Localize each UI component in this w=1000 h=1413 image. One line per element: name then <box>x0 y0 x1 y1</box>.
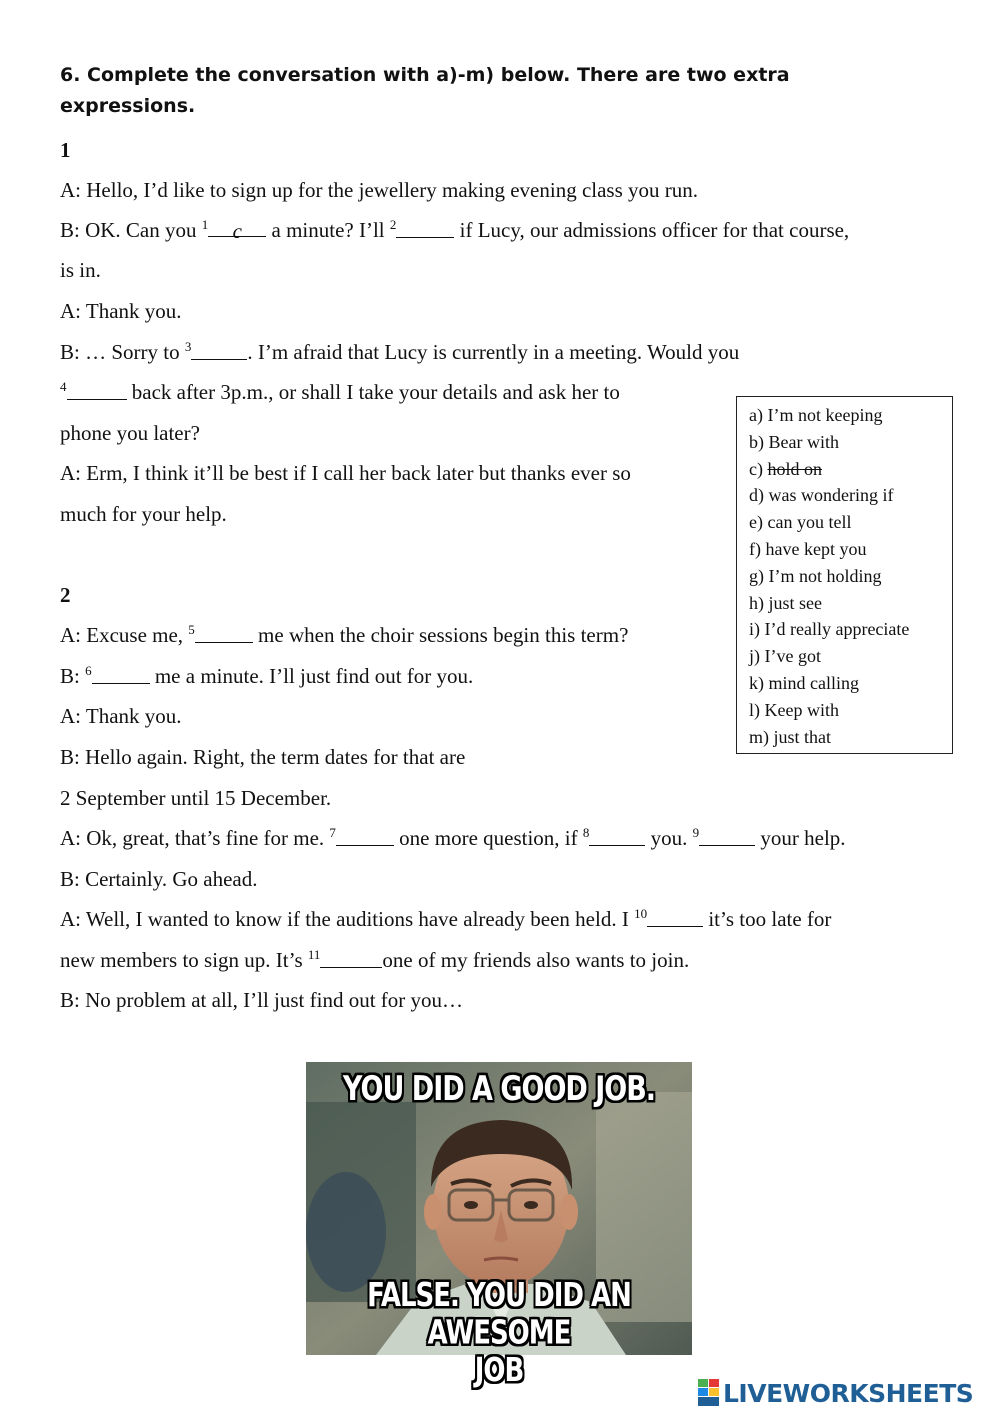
conv2-text: one of my friends also wants to join. <box>382 948 690 972</box>
answer-blank-6[interactable] <box>92 665 150 684</box>
conv1-line: phone you later? <box>60 421 200 445</box>
meme-top-caption: YOU DID A GOOD JOB. <box>342 1070 656 1109</box>
answer-blank-11[interactable] <box>320 949 382 968</box>
answer-blank-5[interactable] <box>195 624 253 643</box>
conv1-text: a minute? I’ll <box>266 218 390 242</box>
answer-blank-10[interactable] <box>647 908 703 927</box>
conv2-text: A: Ok, great, that’s fine for me. <box>60 826 330 850</box>
conv1-text: B: … Sorry to <box>60 340 185 364</box>
conv2-text: A: Well, I wanted to know if the auditions have already been held. I <box>60 907 635 931</box>
gap-number-8: 8 <box>582 825 590 840</box>
gap-number-2: 2 <box>389 217 397 232</box>
conv1-text: if Lucy, our admissions officer for that course, <box>454 218 850 242</box>
answer-blank-4[interactable] <box>67 381 127 400</box>
conv2-line: B: Hello again. Right, the term dates for that are <box>60 745 466 769</box>
conv2-line: A: Thank you. <box>60 704 182 728</box>
expression-options-box <box>736 396 953 754</box>
answer-blank-2[interactable] <box>396 219 454 238</box>
option-f: f) have kept you <box>749 538 867 559</box>
gap-number-10: 10 <box>634 906 648 921</box>
logo-badge-icon <box>698 1379 720 1407</box>
gap-number-5: 5 <box>188 622 195 637</box>
option-g: g) I’m not holding <box>749 565 882 586</box>
option-b: b) Bear with <box>749 431 839 452</box>
option-c-crossed-out: hold on <box>767 458 822 479</box>
answer-blank-8[interactable] <box>589 827 645 846</box>
conv2-text: your help. <box>755 826 846 850</box>
gap-number-9: 9 <box>692 825 700 840</box>
conv1-text: . I’m afraid that Lucy is currently in a meeting. Would you <box>247 340 740 364</box>
gap-number-1: 1 <box>201 217 209 232</box>
conv1-line: A: Erm, I think it’ll be best if I call her back later but thanks ever so <box>60 461 631 485</box>
conv2-line: B: Certainly. Go ahead. <box>60 867 258 891</box>
conv2-text: B: <box>60 664 86 688</box>
meme-bottom-caption-line: FALSE. YOU DID AN AWESOME <box>367 1277 631 1352</box>
conv2-line <box>60 663 473 689</box>
conv1-line <box>60 217 849 243</box>
conv1-line: is in. <box>60 258 101 282</box>
liveworksheets-logo[interactable] <box>698 1376 973 1410</box>
conv2-text: new members to sign up. It’s <box>60 948 308 972</box>
option-m: m) just that <box>749 726 831 747</box>
option-j: j) I’ve got <box>749 646 821 667</box>
conv1-line: much for your help. <box>60 502 227 526</box>
option-d: d) was wondering if <box>749 485 894 506</box>
conv2-text: A: Excuse me, <box>60 623 189 647</box>
gap-number-6: 6 <box>85 663 92 678</box>
option-a: a) I’m not keeping <box>749 405 883 425</box>
gap-number-4: 4 <box>60 379 67 394</box>
meme-image <box>306 1062 692 1390</box>
option-k: k) mind calling <box>749 672 859 693</box>
conv1-text: back after 3p.m., or shall I take your details and ask her to <box>126 380 620 404</box>
option-i: i) I’d really appreciate <box>749 619 910 640</box>
conv2-line: B: No problem at all, I’ll just find out for you… <box>60 988 464 1012</box>
conv2-text: me when the choir sessions begin this term? <box>252 623 629 647</box>
logo-text: LIVEWORKSHEETS <box>723 1378 974 1408</box>
answer-blank-3[interactable] <box>191 341 247 360</box>
conv2-line: 2 September until 15 December. <box>60 786 332 810</box>
conv2-text: one more question, if <box>393 826 583 850</box>
conversation-2-number: 2 <box>60 583 71 607</box>
meme-bottom-caption <box>306 1277 692 1390</box>
answer-blank-1[interactable]: c <box>208 218 266 237</box>
option-c: c) hold on <box>749 458 822 479</box>
conv1-line: A: Thank you. <box>60 299 182 323</box>
gap-number-7: 7 <box>329 825 336 840</box>
conv2-text: it’s too late for <box>703 907 832 931</box>
option-e: e) can you tell <box>749 512 852 533</box>
option-l: l) Keep with <box>749 699 839 720</box>
gap-number-11: 11 <box>307 947 321 962</box>
conv2-line <box>60 906 831 932</box>
conv1-line <box>60 379 620 405</box>
gap-number-3: 3 <box>184 339 192 354</box>
conv2-line <box>60 825 846 851</box>
conv2-text: me a minute. I’ll just find out for you. <box>149 664 474 688</box>
conv1-text: B: OK. Can you <box>60 218 202 242</box>
answer-blank-9[interactable] <box>699 827 755 846</box>
conv2-line <box>60 622 628 648</box>
conversation-1-number: 1 <box>60 138 71 162</box>
conv2-line <box>60 947 689 973</box>
exercise-heading: 6. Complete the conversation with a)-m) below. There are two extra expressions. <box>60 64 790 117</box>
conv1-line: A: Hello, I’d like to sign up for the jewellery making evening class you run. <box>60 178 699 202</box>
answer-blank-7[interactable] <box>336 827 394 846</box>
option-h: h) just see <box>749 592 822 613</box>
conv1-line <box>60 339 739 365</box>
conv2-text: you. <box>645 826 693 850</box>
meme-bottom-caption-line: JOB <box>474 1352 524 1390</box>
